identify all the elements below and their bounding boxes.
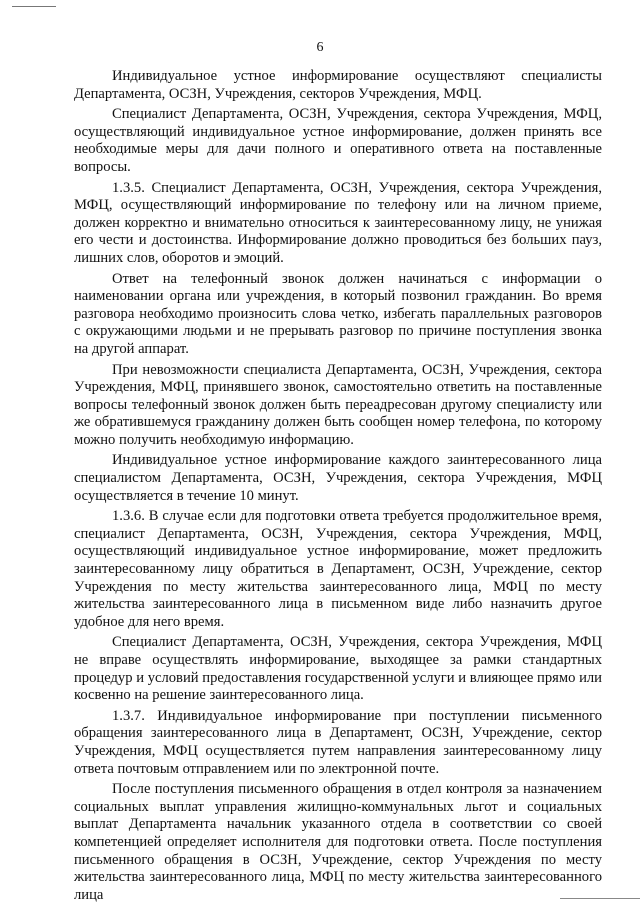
paragraph: Индивидуальное устное информирование осуществляют специалисты Департамента, ОСЗН, Учреждения, секторов Учреждения, МФЦ. — [74, 68, 602, 102]
paragraph: При невозможности специалиста Департамента, ОСЗН, Учреждения, сектора Учреждения, МФЦ, принявшего звонок, самостоятельно ответить на поставленные вопросы телефонный звонок должен быть переадресован другому специалисту или же обратившемуся гражданину должен быть сообщен номер телефона, по которому можно получить необходимую информацию. — [74, 361, 602, 448]
paragraph: 1.3.6. В случае если для подготовки ответа требуется продолжительное время, специалист Департамента, ОСЗН, Учреждения, сектора Учреждения, МФЦ, осуществляющий индивидуальное устное информирование, может предложить заинтересованному лицу обратиться в Департамент, ОСЗН, Учреждение, сектор Учреждения по месту жительства заинтересованного лица, МФЦ по месту жительства заинтересованного лица в письменном виде либо назначить другое удобное для него время. — [74, 508, 602, 630]
page-number: 6 — [316, 40, 324, 55]
paragraph: Ответ на телефонный звонок должен начинаться с информации о наименовании органа или учреждения, в который позвонил гражданин. Во время разговора необходимо произносить слова четко, избегать параллельных разговоров с окружающими людьми и не прерывать разговор по причине поступления звонка на другой аппарат. — [74, 270, 602, 357]
paragraph: 1.3.5. Специалист Департамента, ОСЗН, Учреждения, сектора Учреждения, МФЦ, осуществляющий информирование по телефону или на личном приеме, должен корректно и внимательно относиться к заинтересованному лицу, не унижая его чести и достоинства. Информирование должно проводиться без больших пауз, лишних слов, оборотов и эмоций. — [74, 179, 602, 266]
document-body — [74, 68, 602, 907]
paragraph: 1.3.7. Индивидуальное информирование при поступлении письменного обращения заинтересованного лица в Департамент, ОСЗН, Учреждение, сектор Учреждения, МФЦ осуществляется путем направления заинтересованному лицу ответа почтовым отправлением или по электронной почте. — [74, 707, 602, 777]
paragraph: Специалист Департамента, ОСЗН, Учреждения, сектора Учреждения, МФЦ, осуществляющий индивидуальное устное информирование, должен принять все необходимые меры для дачи полного и оперативного ответа на поставленные вопросы. — [74, 106, 602, 175]
scan-edge-line-top — [12, 6, 56, 7]
paragraph: Индивидуальное устное информирование каждого заинтересованного лица специалистом Департамента, ОСЗН, Учреждения, сектора Учреждения, МФЦ осуществляется в течение 10 минут. — [74, 452, 602, 504]
paragraph: После поступления письменного обращения в отдел контроля за назначением социальных выплат управления жилищно-коммунальных льгот и социальных выплат Департамента начальник указанного отдела в соответствии со своей компетенцией определяет исполнителя для подготовки ответа. После поступления письменного обращения в ОСЗН, Учреждение, сектор Учреждения по месту жительства заинтересованного лица, МФЦ по месту жительства заинтересованного лица — [74, 781, 602, 903]
scan-edge-line-bottom — [560, 898, 640, 899]
paragraph: Специалист Департамента, ОСЗН, Учреждения, сектора Учреждения, МФЦ не вправе осуществлять информирование, выходящее за рамки стандартных процедур и условий предоставления государственной услуги и влияющее прямо или косвенно на решение заинтересованного лица. — [74, 634, 602, 704]
